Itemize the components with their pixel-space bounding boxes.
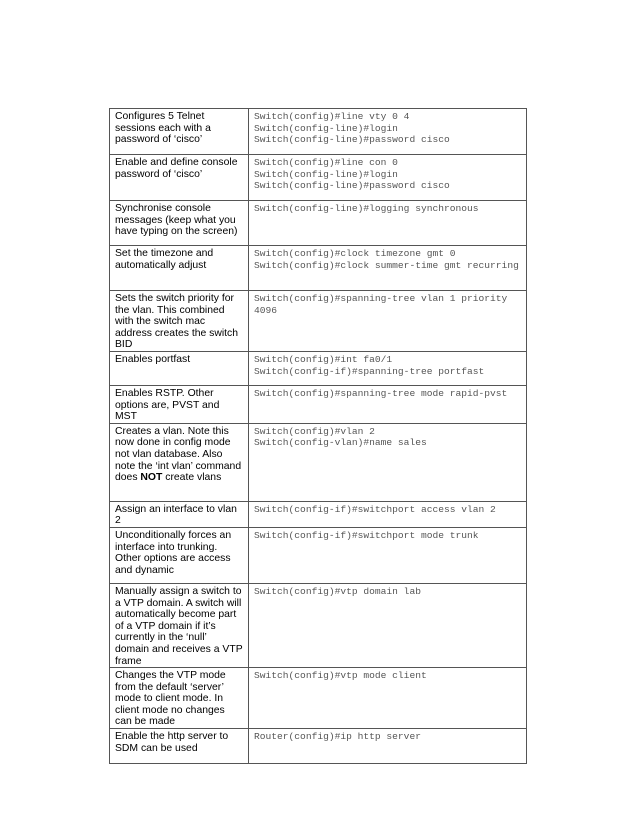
command-line: Switch(config)#clock summer-time gmt recurring — [254, 259, 519, 271]
command-cell — [249, 527, 527, 583]
command-line: Switch(config)#line vty 0 4 — [254, 111, 410, 122]
emphasis-text: NOT — [140, 472, 163, 484]
table-row — [110, 527, 527, 583]
table-row — [110, 501, 527, 527]
command-cell — [249, 155, 527, 201]
command-line: Switch(config-line)#login — [254, 168, 398, 180]
command-line: Switch(config-if)#switchport mode trunk — [254, 529, 479, 541]
command-line: Switch(config)#line con 0 — [254, 157, 398, 168]
table-row — [110, 351, 527, 385]
command-line: Switch(config)#spanning-tree mode rapid-pvst — [254, 387, 508, 399]
command-cell — [249, 351, 527, 385]
command-line: Switch(config)#int fa0/1 — [254, 353, 393, 365]
command-cell — [249, 423, 527, 501]
table-row — [110, 385, 527, 423]
command-line: Switch(config-line)#login — [254, 122, 398, 134]
table-row — [110, 155, 527, 201]
description-cell: Changes the VTP mode from the default ‘server’ mode to client mode. In client mode no changes can be made — [110, 668, 249, 729]
table-row — [110, 668, 527, 729]
command-cell — [249, 201, 527, 246]
description-cell: Set the timezone and automatically adjust — [110, 246, 249, 291]
table-row — [110, 423, 527, 501]
table-row — [110, 109, 527, 155]
table-row — [110, 729, 527, 764]
description-cell: Assign an interface to vlan 2 — [110, 501, 249, 527]
description-cell: Sets the switch priority for the vlan. This combined with the switch mac address creates the switch BID — [110, 291, 249, 352]
command-cell — [249, 583, 527, 667]
description-cell: Configures 5 Telnet sessions each with a password of ‘cisco’ — [110, 109, 249, 155]
description-cell: Enables RSTP. Other options are, PVST and MST — [110, 385, 249, 423]
command-line: Switch(config)#vlan 2 — [254, 425, 375, 437]
table-row — [110, 583, 527, 667]
command-line: Switch(config)#vtp domain lab — [254, 585, 421, 597]
command-line: Switch(config-line)#password cisco — [254, 180, 450, 192]
command-cell — [249, 291, 527, 352]
table-row — [110, 201, 527, 246]
command-line: Switch(config-vlan)#name sales — [254, 437, 427, 449]
table-row — [110, 246, 527, 291]
description-cell: Synchronise console messages (keep what you have typing on the screen) — [110, 201, 249, 246]
description-cell: Enable and define console password of ‘cisco’ — [110, 155, 249, 201]
command-line: Switch(config-if)#spanning-tree portfast — [254, 365, 485, 377]
command-line: Switch(config)#spanning-tree vlan 1 priority 4096 — [254, 293, 514, 316]
command-cell — [249, 109, 527, 155]
description-cell: Enables portfast — [110, 351, 249, 385]
command-cell — [249, 729, 527, 764]
description-cell: Manually assign a switch to a VTP domain. A switch will automatically become part of a VTP domain if it’s currently in the ‘null’ domain and receives a VTP frame — [110, 583, 249, 667]
command-cell — [249, 385, 527, 423]
description-text: create vlans — [162, 472, 222, 484]
description-cell: Unconditionally forces an interface into trunking. Other options are access and dynamic — [110, 527, 249, 583]
description-text: Creates a vlan. Note this now done in config mode not vlan database. Also note the ‘int vlan’ command does — [115, 425, 242, 484]
table-row — [110, 291, 527, 352]
command-cell — [249, 501, 527, 527]
command-line: Switch(config-line)#password cisco — [254, 134, 450, 146]
command-cell — [249, 246, 527, 291]
command-line: Switch(config-if)#switchport access vlan 2 — [254, 503, 496, 515]
command-line: Switch(config)#clock timezone gmt 0 — [254, 248, 456, 259]
command-line: Switch(config)#vtp mode client — [254, 670, 427, 682]
command-line: Router(config)#ip http server — [254, 731, 421, 743]
command-line: Switch(config-line)#logging synchronous — [254, 203, 479, 214]
command-cell — [249, 668, 527, 729]
description-cell: Enable the http server to SDM can be used — [110, 729, 249, 764]
commands-table — [109, 108, 527, 764]
description-cell — [110, 423, 249, 501]
